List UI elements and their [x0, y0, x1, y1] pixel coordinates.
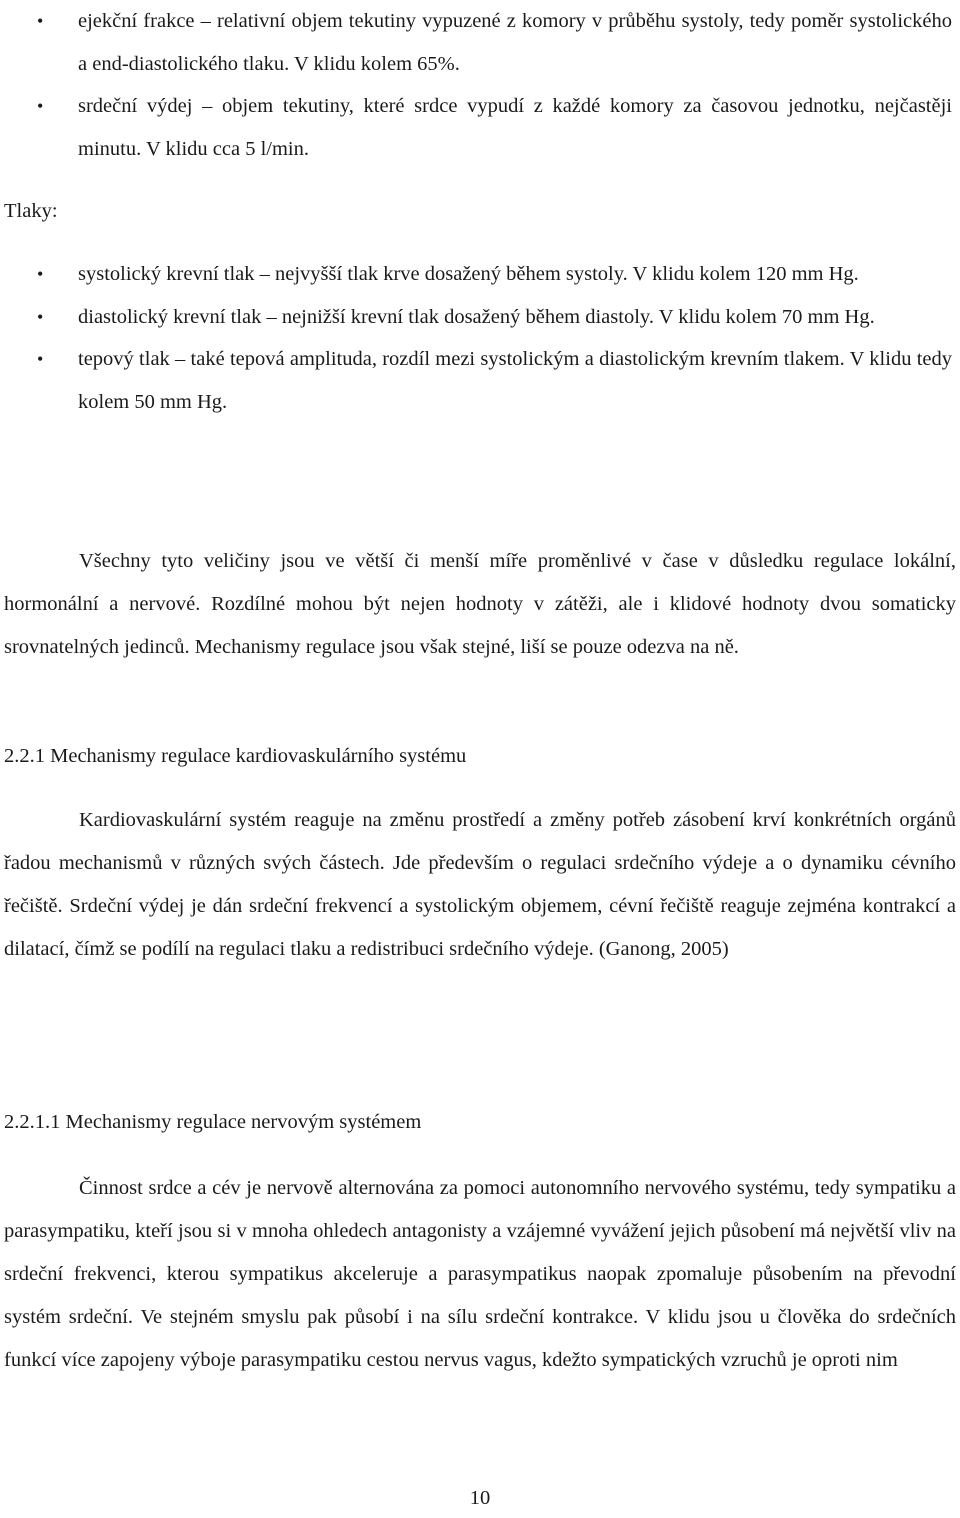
bullet-icon: • — [37, 306, 44, 327]
list-item — [0, 0, 956, 85]
list-item-text: tepový tlak – také tepová amplituda, rozdíl mezi systolickým a diastolickým krevním tlakem. V klidu tedy kolem 50 mm Hg. — [78, 348, 952, 413]
cardiovascular-paragraph: Kardiovaskulární systém reaguje na změnu prostředí a změny potřeb zásobení krví konkrétních orgánů řadou mechanismů v různých svých částech. Jde především o regulaci srdečního výdeje a o dynamiku cévního řečiště. Srdeční výdej je dán srdeční frekvencí a systolickým objemem, cévní řečiště reaguje zejména kontrakcí a dilatací, čímž se podílí na regulaci tlaku a redistribuci srdečního výdeje. (Ganong, 2005) — [4, 809, 956, 960]
list-item — [0, 85, 956, 170]
list-item-text: systolický krevní tlak – nejvyšší tlak krve dosažený během systoly. V klidu kolem 120 mm Hg. — [78, 263, 859, 285]
list-item — [0, 296, 956, 339]
regulation-paragraph: Všechny tyto veličiny jsou ve větší či menší míře proměnlivé v čase v důsledku regulace lokální, hormonální a nervové. Rozdílné mohou být nejen hodnoty v zátěži, ale i klidové hodnoty dvou somaticky srovnatelných jedinců. Mechanismy regulace jsou však stejné, liší se pouze odezva na ně. — [4, 550, 956, 658]
pressures-label: Tlaky: — [4, 200, 58, 222]
list-item-text: diastolický krevní tlak – nejnižší krevní tlak dosažený během diastoly. V klidu kolem 70 mm Hg. — [78, 305, 875, 328]
page-number: 10 — [469, 1487, 491, 1509]
list-item — [0, 338, 956, 423]
list-item — [0, 253, 956, 296]
nervous-regulation-paragraph: Činnost srdce a cév je nervově alternována za pomoci autonomního nervového systému, tedy sympatiku a parasympatiku, kteří jsou si v mnoha ohledech antagonisty a vzájemné vyvážení jejich působení má největší vliv na srdeční frekvenci, kterou sympatikus akceleruje a parasympatikus naopak zpomaluje působením na převodní systém srdeční. Ve stejném smyslu pak působí i na sílu srdeční kontrakce. V klidu jsou u člověka do srdečních funkcí více zapojeny výboje parasympatiku cestou nervus vagus, kdežto sympatických vzruchů je oproti nim — [4, 1177, 956, 1371]
bullet-icon: • — [37, 264, 44, 284]
pressures-list — [0, 253, 956, 423]
section-heading-2-2-1: 2.2.1 Mechanismy regulace kardiovaskulárního systému — [4, 745, 467, 767]
bullet-icon: • — [37, 96, 44, 116]
cardiac-parameters-list — [0, 0, 956, 170]
section-heading-2-2-1-1: 2.2.1.1 Mechanismy regulace nervovým systémem — [4, 1111, 422, 1133]
bullet-icon: • — [37, 349, 44, 369]
list-item-text: srdeční výdej – objem tekutiny, které srdce vypudí z každé komory za časovou jednotku, nejčastěji minutu. V klidu cca 5 l/min. — [78, 95, 952, 160]
bullet-icon: • — [37, 11, 44, 31]
list-item-text: ejekční frakce – relativní objem tekutiny vypuzené z komory v průběhu systoly, tedy poměr systolického a end-diastolického tlaku. V klidu kolem 65%. — [78, 10, 952, 75]
